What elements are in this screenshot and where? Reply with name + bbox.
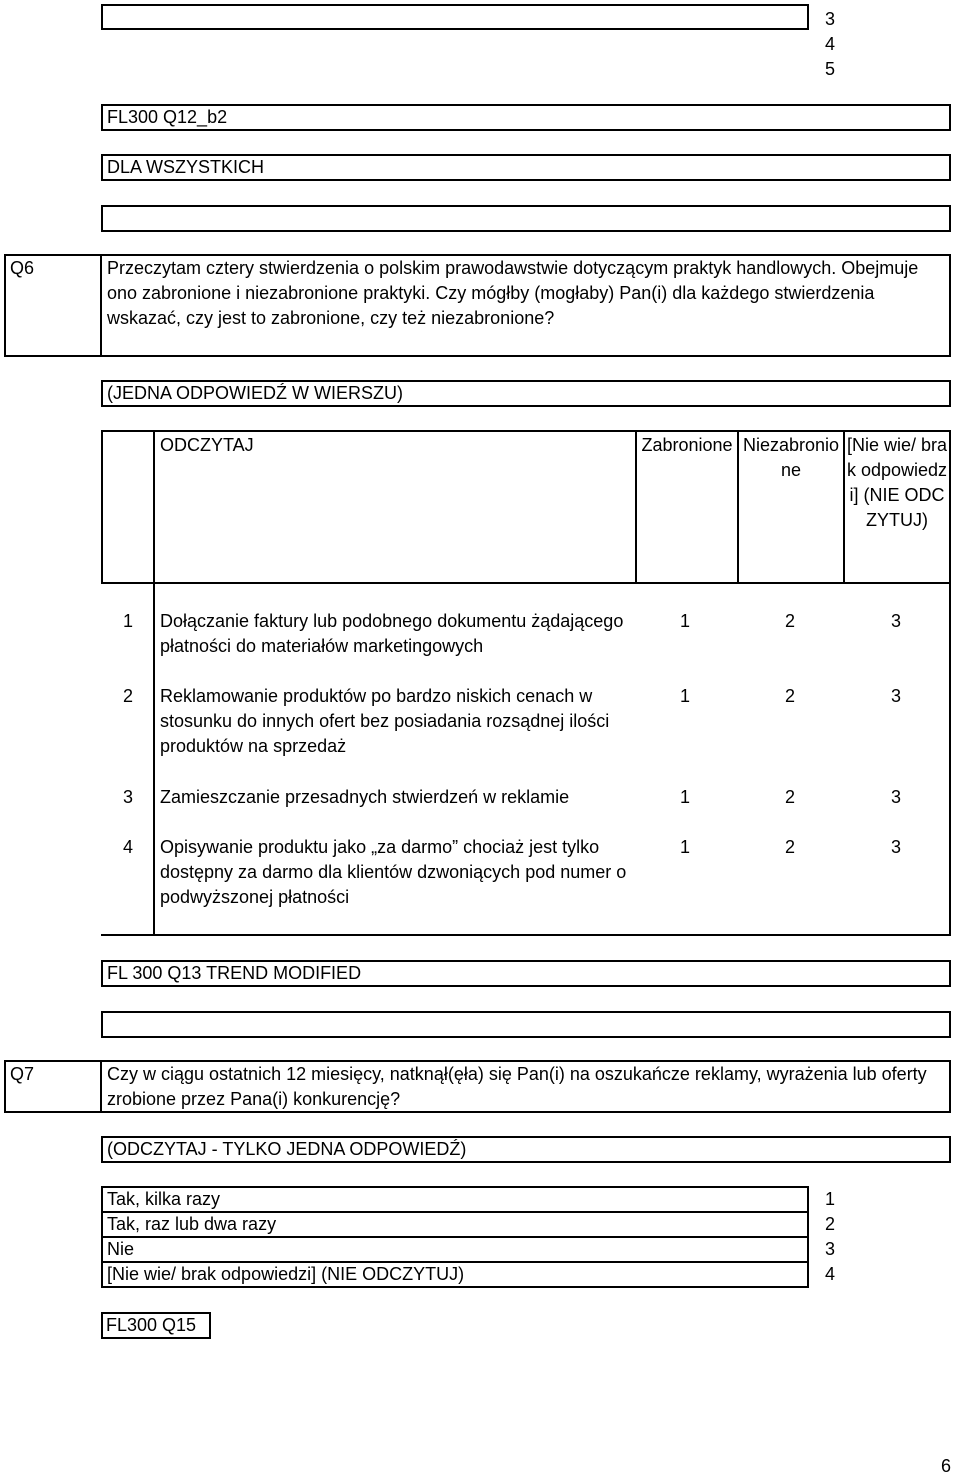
fl300-q12-label: FL300 Q12_b2 (107, 107, 228, 127)
fl300-q12-box (101, 104, 951, 131)
top-empty-box (101, 4, 809, 30)
header-niezabronione: Niezabronione (742, 435, 840, 480)
fl300-q13-label: FL 300 Q13 TREND MODIFIED (107, 963, 362, 983)
q7-option-2-code[interactable]: 2 (825, 1214, 836, 1234)
row-1-code-zabronione[interactable]: 1 (680, 611, 691, 631)
header-nie-wie: [Nie wie/ brak odpowiedzi] (NIE ODCZYTUJ) (846, 435, 948, 530)
q7-code: Q7 (10, 1064, 35, 1084)
row-3-code-zabronione[interactable]: 1 (680, 787, 691, 807)
q7-option-2-label[interactable]: Tak, raz lub dwa razy (107, 1214, 277, 1234)
row-1-text: Dołączanie faktury lub podobnego dokumentu żądającego płatności do materiałów marketingowych (160, 611, 624, 656)
row-2-number: 2 (123, 686, 134, 706)
row-4-number: 4 (123, 837, 134, 857)
row-4-text: Opisywanie produktu jako „za darmo” chociaż jest tylko dostępny za darmo dla klientów dzwoniących pod numer o podwyższonej płatności (160, 837, 627, 907)
header-zabronione: Zabronione (641, 435, 733, 455)
row-1-code-niezabronione[interactable]: 2 (785, 611, 796, 631)
q6-instruction: (JEDNA ODPOWIEDŹ W WIERSZU) (107, 383, 403, 403)
header-odczytaj: ODCZYTAJ (160, 435, 254, 455)
q7-instruction: (ODCZYTAJ - TYLKO JEDNA ODPOWIEDŹ) (107, 1139, 467, 1159)
fl300-q15-label: FL300 Q15 (106, 1315, 197, 1335)
row-2-code-zabronione[interactable]: 1 (680, 686, 691, 706)
q7-question-text: Czy w ciągu ostatnich 12 miesięcy, natknął(ęła) się Pan(i) na oszukańcze reklamy, wyrażenia lub oferty zrobione przez Pana(i) konkurencję? (107, 1064, 927, 1109)
row-4-code-niezabronione[interactable]: 2 (785, 837, 796, 857)
row-1-code-nie-wie[interactable]: 3 (891, 611, 902, 631)
top-number-3: 3 (825, 9, 836, 29)
page-number: 6 (941, 1456, 952, 1476)
row-4-code-nie-wie[interactable]: 3 (891, 837, 902, 857)
q7-option-1-label[interactable]: Tak, kilka razy (107, 1189, 221, 1209)
empty-box-2 (101, 1011, 951, 1038)
q7-option-3-label[interactable]: Nie (107, 1239, 135, 1259)
row-1-number: 1 (123, 611, 134, 631)
dla-wszystkich-label: DLA WSZYSTKICH (107, 157, 265, 177)
q7-option-4-code[interactable]: 4 (825, 1264, 836, 1284)
q7-option-1-code[interactable]: 1 (825, 1189, 836, 1209)
row-3-number: 3 (123, 787, 134, 807)
row-3-code-niezabronione[interactable]: 2 (785, 787, 796, 807)
empty-box-1 (101, 205, 951, 232)
top-number-5: 5 (825, 59, 836, 79)
q7-option-3-code[interactable]: 3 (825, 1239, 836, 1259)
q6-question-text: Przeczytam cztery stwierdzenia o polskim prawodawstwie dotyczącym praktyk handlowych. Obejmuje ono zabronione i niezabronione praktyki. Czy mógłby (mogłaby) Pan(i) dla każdego stwierdzenia wskazać, czy jest to zabronione, czy też niezabronione? (107, 258, 919, 328)
row-3-code-nie-wie[interactable]: 3 (891, 787, 902, 807)
row-2-text: Reklamowanie produktów po bardzo niskich cenach w stosunku do innych ofert bez posiadania rozsądnej ilości produktów na sprzedaż (160, 686, 610, 756)
q6-code: Q6 (10, 258, 35, 278)
top-number-4: 4 (825, 34, 836, 54)
row-2-code-niezabronione[interactable]: 2 (785, 686, 796, 706)
row-4-code-zabronione[interactable]: 1 (680, 837, 691, 857)
row-3-text: Zamieszczanie przesadnych stwierdzeń w reklamie (160, 787, 570, 807)
q7-option-4-label[interactable]: [Nie wie/ brak odpowiedzi] (NIE ODCZYTUJ) (107, 1264, 465, 1284)
row-2-code-nie-wie[interactable]: 3 (891, 686, 902, 706)
